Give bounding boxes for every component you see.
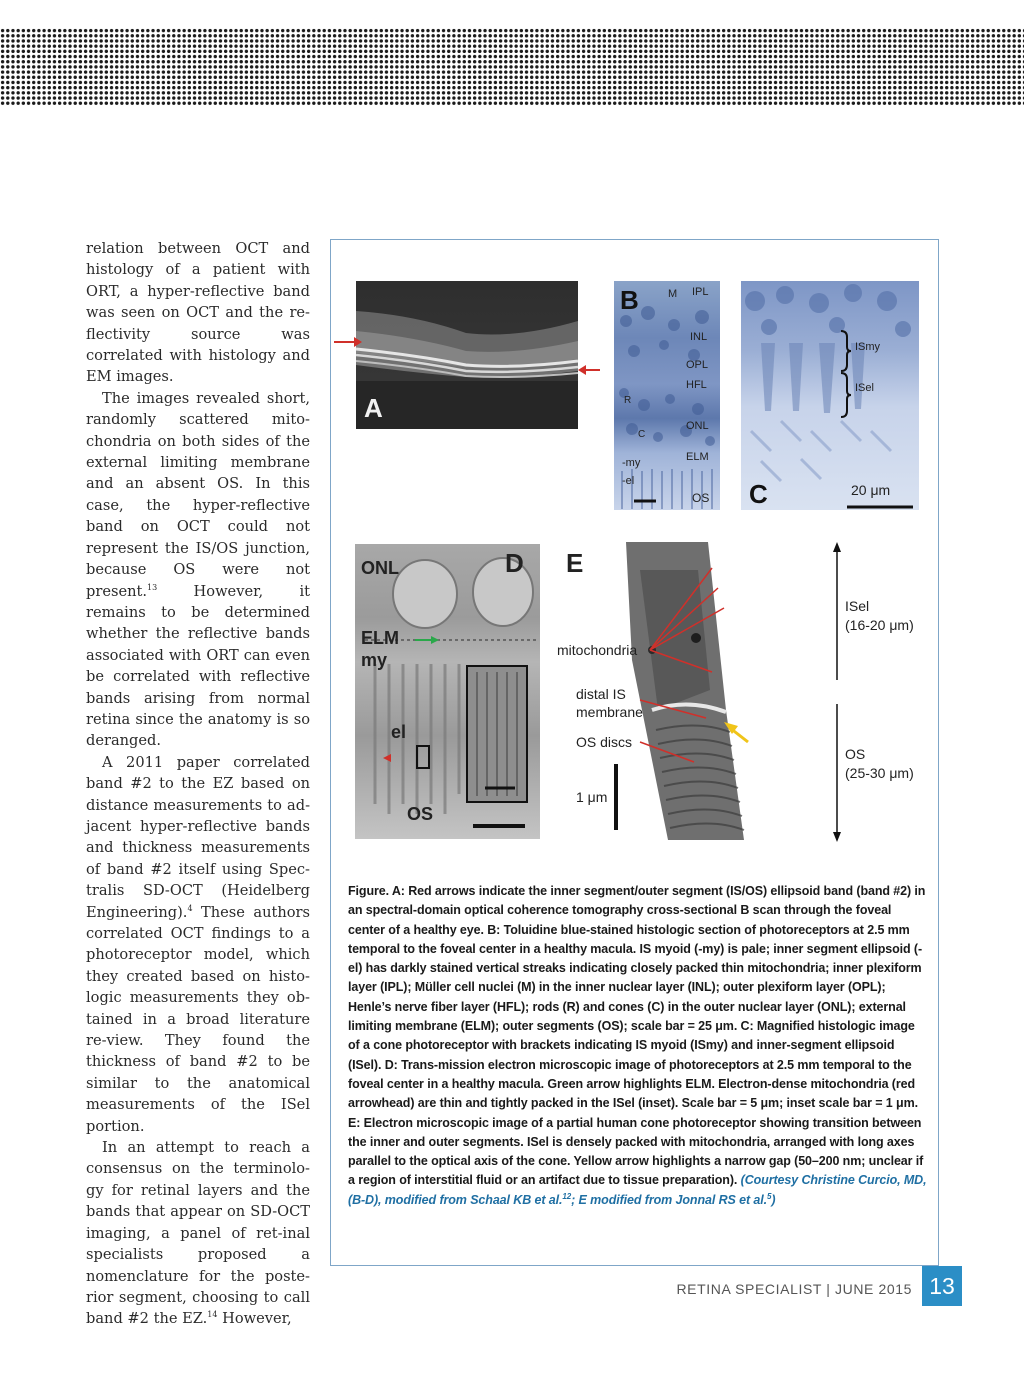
label-os-d: OS: [407, 804, 434, 824]
reference-4[interactable]: 4: [187, 903, 193, 913]
double-arrow-isel-icon: [833, 542, 841, 680]
label-ismy: ISmy: [855, 341, 881, 353]
label-isel-e: ISel: [845, 598, 870, 614]
label-onl: ONL: [686, 420, 709, 432]
label-os-e: OS: [845, 746, 866, 762]
panel-c-histology: [741, 281, 919, 510]
reference-5[interactable]: 5: [767, 1191, 772, 1201]
green-arrow-icon: [415, 636, 439, 644]
panel-e-letter: E: [566, 548, 584, 578]
caption-text: Figure. A: Red arrows indicate the inner segment/outer segment (IS/OS) ellipsoid band (band #2) in an spectral-domain optical coherence tomography cross-sectional B scan through the foveal center of a healthy eye. B: Toluidine blue-stained histologic section of photoreceptors at 2.5 mm temporal to the foveal center in a healthy macula. IS myoid (-my) is pale; inner segment ellipsoid (-el) has darkly stained vertical streaks indicating closely packed thin mitochondria; inner plexiform layer (IPL); Müller cell nuclei (M) in the inner nuclear layer (INL); outer plexiform layer (OPL); Henle’s nerve fiber layer (HFL); rods (R) and cones (C) in the outer nuclear layer (ONL); external limiting membrane (ELM); outer segments (OS); scale bar = 25 μm. C: Magnified histologic image of a cone photoreceptor with brackets indicating IS myoid (ISmy) and inner-segment ellipsoid (ISel). D: Trans-mission electron microscopic image of photoreceptors at 2.5 mm temporal to the foveal center in a healthy macula. Green arrow highlights ELM. Electron-dense mitochondria (red arrowhead) are thin and tightly packed in the ISel (inset). Scale bar = 5 μm; inset scale bar = 1 μm. E: Electron microscopic image of a partial human cone photoreceptor showing transition between the inner and outer segments. ISel is densely packed with mitochondria, arranged with long axes parallel to the optical axis of the cone. Yellow arrow highlights a narrow gap (50–200 nm; unclear if a region of interstitial fluid or an artifact due to tissue preparation).: [348, 884, 926, 1188]
label-elm: ELM: [686, 451, 709, 463]
panel-b-letter: B: [620, 285, 639, 315]
panel-c-letter: C: [749, 479, 768, 509]
label-my: -my: [622, 457, 641, 469]
double-arrow-os-icon: [833, 704, 841, 842]
panel-b-histology: [614, 281, 720, 510]
label-isel-range: (16-20 μm): [845, 617, 914, 633]
label-distal-is-2: membrane: [576, 704, 643, 720]
panel-e-scale-label: 1 μm: [576, 789, 608, 805]
label-my-d: my: [361, 650, 388, 670]
label-os-discs: OS discs: [576, 734, 633, 750]
panel-c-scale-label: 20 μm: [851, 482, 891, 498]
label-m: M: [668, 288, 678, 300]
reference-13[interactable]: 13: [146, 582, 158, 592]
label-el-d: el: [391, 722, 407, 742]
label-el: -el: [622, 475, 635, 487]
panel-e-cone-em: [548, 540, 928, 845]
label-os-b: OS: [692, 491, 710, 505]
paragraph-3: A 2011 paper correlated band #2 to the EZ based on distance measurements to ad-jacent hyper-reflective bands and thickness measurements of band #2 itself using Spec-tralis SD-OCT (Heidelberg Engineering).$^4$ These authors correlated OCT findings to a photoreceptor model, which they created based on histo-logic measurements they ob-tained in a broad literature re-view. They found the thickness of band #2 to be similar to the anatomical measurements of the ISel portion.: [86, 753, 310, 1135]
red-arrowhead-icon: [383, 754, 391, 762]
label-os-range: (25-30 μm): [845, 765, 914, 781]
paragraph-4: In an attempt to reach a consensus on the terminolo-gy for retinal layers and the bands that appear on SD-OCT imaging, a panel of ret-inal specialists proposed a nomenclature for the poste-rior segment, choosing to call band #2 the EZ.$^{14}$ However,: [86, 1139, 310, 1328]
label-opl: OPL: [686, 359, 709, 371]
reference-14[interactable]: 14: [207, 1310, 218, 1320]
paragraph-2: The images revealed short, randomly scattered mito-chondria on both sides of the external limiting membrane and an absent OS. In this case, the hyper-reflective band on OCT could not represent the IS/OS junction, because OS were not present.$^{13}$ However, it remains to be determined whether the reflective bands associated with ORT can even be correlated with reflective bands arising from normal retina since the anatomy is so deranged.: [86, 389, 310, 750]
red-arrow-right-icon: [578, 365, 600, 375]
caption-courtesy: (Courtesy Christine Curcio, MD, (B-D), modified from Schaal KB et al.$^{12}$; E modified from Jonnal RS et al.$^5$): [348, 1173, 927, 1207]
panel-d-tem: [355, 544, 540, 839]
label-ipl: IPL: [692, 286, 709, 298]
label-inl: INL: [690, 331, 708, 343]
panel-a-red-arrows: [332, 332, 602, 382]
cone-texture: [741, 281, 919, 510]
bracket-ismy-icon: [841, 331, 851, 371]
bracket-isel-icon: [841, 373, 851, 417]
label-distal-is-1: distal IS: [576, 686, 626, 702]
figure-caption: [348, 882, 928, 1210]
inset-marker: [417, 746, 429, 768]
label-isel-c: ISel: [855, 382, 874, 394]
paragraph-1: relation between OCT and histology of a patient with ORT, a hyper-reflective band was seen on OCT and the re-flectivity source was correlated with histology and EM images.: [86, 240, 310, 386]
page-number: 13: [922, 1266, 962, 1306]
label-hfl: HFL: [686, 379, 707, 391]
label-r: R: [624, 395, 632, 406]
dotted-header-band: [0, 28, 1024, 106]
label-mitochondria: mitochondria: [557, 642, 638, 658]
reference-12[interactable]: 12: [562, 1191, 572, 1201]
footer-journal: RETINA SPECIALIST | JUNE 2015: [676, 1281, 912, 1297]
body-text-column: [86, 238, 310, 1330]
panel-a-letter: A: [364, 393, 383, 423]
label-elm-d: ELM: [361, 628, 399, 648]
label-onl-d: ONL: [361, 558, 399, 578]
tem-texture: [355, 544, 540, 839]
label-c: C: [638, 429, 646, 440]
red-arrow-left-icon: [334, 337, 362, 347]
panel-d-letter: D: [505, 548, 524, 578]
